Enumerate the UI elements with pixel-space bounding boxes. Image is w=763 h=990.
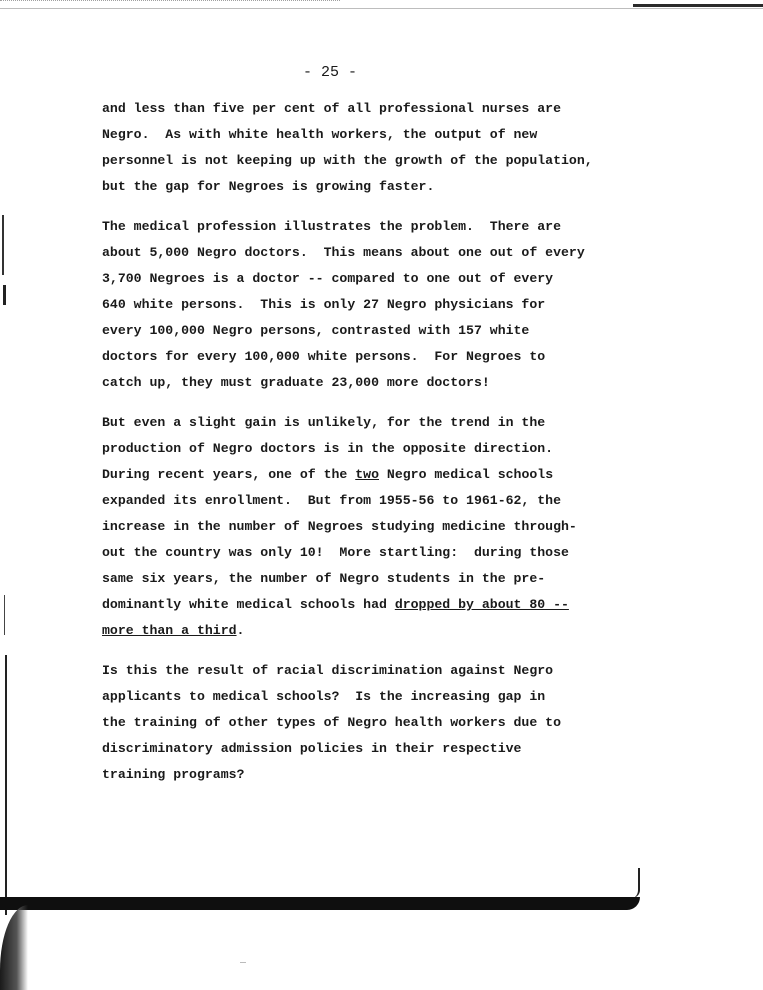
text-line: 640 white persons. This is only 27 Negro physicians for	[102, 297, 546, 312]
text-line: But even a slight gain is unlikely, for the trend in the	[102, 415, 546, 430]
text-segment: dominantly white medical schools had	[102, 597, 395, 612]
paragraph-3	[102, 410, 602, 644]
text-line: same six years, the number of Negro students in the pre-	[102, 571, 546, 586]
paragraph-2	[102, 214, 602, 396]
scan-speck	[240, 962, 246, 963]
text-line: discriminatory admission policies in their respective	[102, 741, 522, 756]
margin-mark	[4, 595, 5, 635]
document-body	[102, 96, 602, 802]
bottom-scan-shadow	[0, 897, 640, 910]
margin-mark	[3, 285, 6, 305]
text-line: every 100,000 Negro persons, contrasted with 157 white	[102, 323, 530, 338]
page-number: - 25 -	[302, 64, 357, 81]
text-line: expanded its enrollment. But from 1955-56 to 1961-62, the	[102, 493, 561, 508]
underlined-phrase: dropped by about 80 --	[394, 597, 569, 612]
text-line-with-underline	[102, 618, 602, 644]
text-line: out the country was only 10! More startling: during those	[102, 545, 569, 560]
text-line: but the gap for Negroes is growing faster.	[102, 179, 435, 194]
text-line-with-underline	[102, 592, 602, 618]
text-line: Is this the result of racial discrimination against Negro	[102, 663, 554, 678]
margin-mark	[2, 215, 4, 275]
paragraph-1	[102, 96, 602, 200]
text-line: and less than five per cent of all professional nurses are	[102, 101, 561, 116]
text-line: increase in the number of Negroes studying medicine through-	[102, 519, 577, 534]
text-line: about 5,000 Negro doctors. This means about one out of every	[102, 245, 585, 260]
text-line: training programs?	[102, 767, 245, 782]
text-line: applicants to medical schools? Is the increasing gap in	[102, 689, 546, 704]
underlined-phrase: more than a third	[102, 623, 237, 638]
text-line: the training of other types of Negro health workers due to	[102, 715, 561, 730]
paragraph-4	[102, 658, 602, 788]
top-scan-border	[0, 0, 763, 9]
left-margin-scan-marks	[0, 215, 10, 645]
text-segment: During recent years, one of the	[102, 467, 356, 482]
text-line: doctors for every 100,000 white persons. For Negroes to	[102, 349, 546, 364]
bottom-left-scan-shadow	[0, 905, 28, 990]
text-line-with-underline	[102, 462, 602, 488]
text-segment: Negro medical schools	[379, 467, 554, 482]
scan-corner-mark	[630, 868, 640, 898]
text-line: 3,700 Negroes is a doctor -- compared to one out of every	[102, 271, 554, 286]
text-line: catch up, they must graduate 23,000 more doctors!	[102, 375, 490, 390]
underlined-word: two	[355, 467, 379, 482]
text-segment: .	[236, 623, 245, 638]
text-line: production of Negro doctors is in the opposite direction.	[102, 441, 554, 456]
text-line: personnel is not keeping up with the growth of the population,	[102, 153, 593, 168]
margin-mark	[5, 655, 7, 915]
text-line: Negro. As with white health workers, the output of new	[102, 127, 538, 142]
text-line: The medical profession illustrates the problem. There are	[102, 219, 561, 234]
